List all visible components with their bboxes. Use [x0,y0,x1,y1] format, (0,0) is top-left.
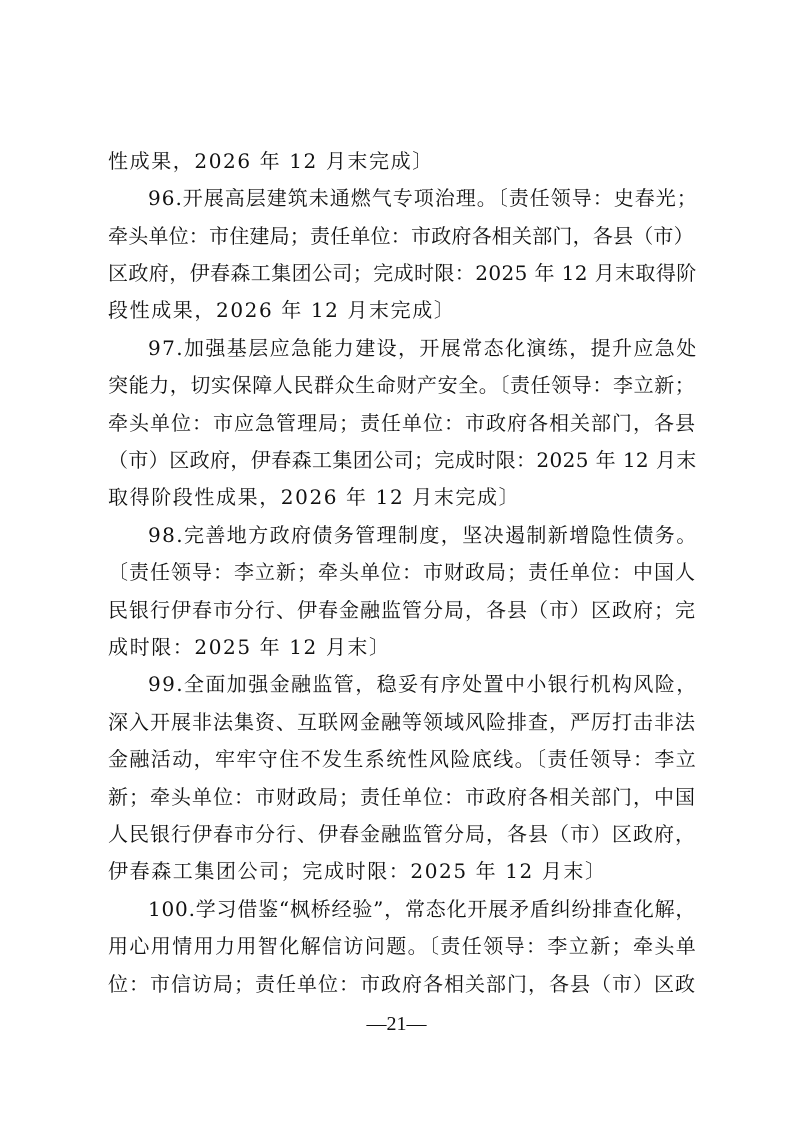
item-96-first-line: 96.开展高层建筑未通燃气专项治理。〔责任领导：史春光； [148,186,698,210]
text-line: 区政府，伊春森工集团公司；完成时限：2025 年 12 月末取得阶 [108,261,697,285]
text-line: 伊春森工集团公司；完成时限：2025 年 12 月末〕 [108,859,607,883]
item-97-first-line: 97.加强基层应急能力建设，开展常态化演练，提升应急处 [148,336,698,360]
text-line: 深入开展非法集资、互联网金融等领域风险排查，严厉打击非法 [108,710,696,734]
text-line: 金融活动，牢牢守住不发生系统性风险底线。〔责任领导：李立 [108,747,698,771]
text-line: 牵头单位：市应急管理局；责任单位：市政府各相关部门，各县 [108,411,696,435]
text-line: 段性成果，2026 年 12 月末完成〕 [108,298,456,322]
text-line: 用心用情用力用智化解信访问题。〔责任领导：李立新；牵头单 [108,934,698,958]
item-98-first-line: 98.完善地方政府债务管理制度，坚决遏制新增隐性债务。 [148,523,698,547]
page-number: —21— [366,1013,427,1035]
text-line: 突能力，切实保障人民群众生命财产安全。〔责任领导：李立新； [108,373,696,397]
text-line: 牵头单位：市住建局；责任单位：市政府各相关部门，各县（市） [108,224,694,248]
text-line: 〔责任领导：李立新；牵头单位：市财政局；责任单位：中国人 [108,560,696,584]
text-line: 取得阶段性成果，2026 年 12 月末完成〕 [108,485,521,509]
text-line: 性成果，2026 年 12 月末完成〕 [108,149,434,173]
text-line: 人民银行伊春市分行、伊春金融监管分局，各县（市）区政府， [108,822,696,846]
text-line: 新；牵头单位：市财政局；责任单位：市政府各相关部门，中国 [108,785,696,809]
item-100-first-line: 100.学习借鉴“枫桥经验”，常态化开展矛盾纠纷排查化解， [148,897,697,921]
item-99-first-line: 99.全面加强金融监管，稳妥有序处置中小银行机构风险， [148,672,698,696]
text-line: （市）区政府，伊春森工集团公司；完成时限：2025 年 12 月末 [108,448,697,472]
text-line: 位：市信访局；责任单位：市政府各相关部门，各县（市）区政 [108,972,696,996]
text-line: 成时限：2025 年 12 月末〕 [108,635,391,659]
text-line: 民银行伊春市分行、伊春金融监管分局，各县（市）区政府；完 [108,598,696,622]
